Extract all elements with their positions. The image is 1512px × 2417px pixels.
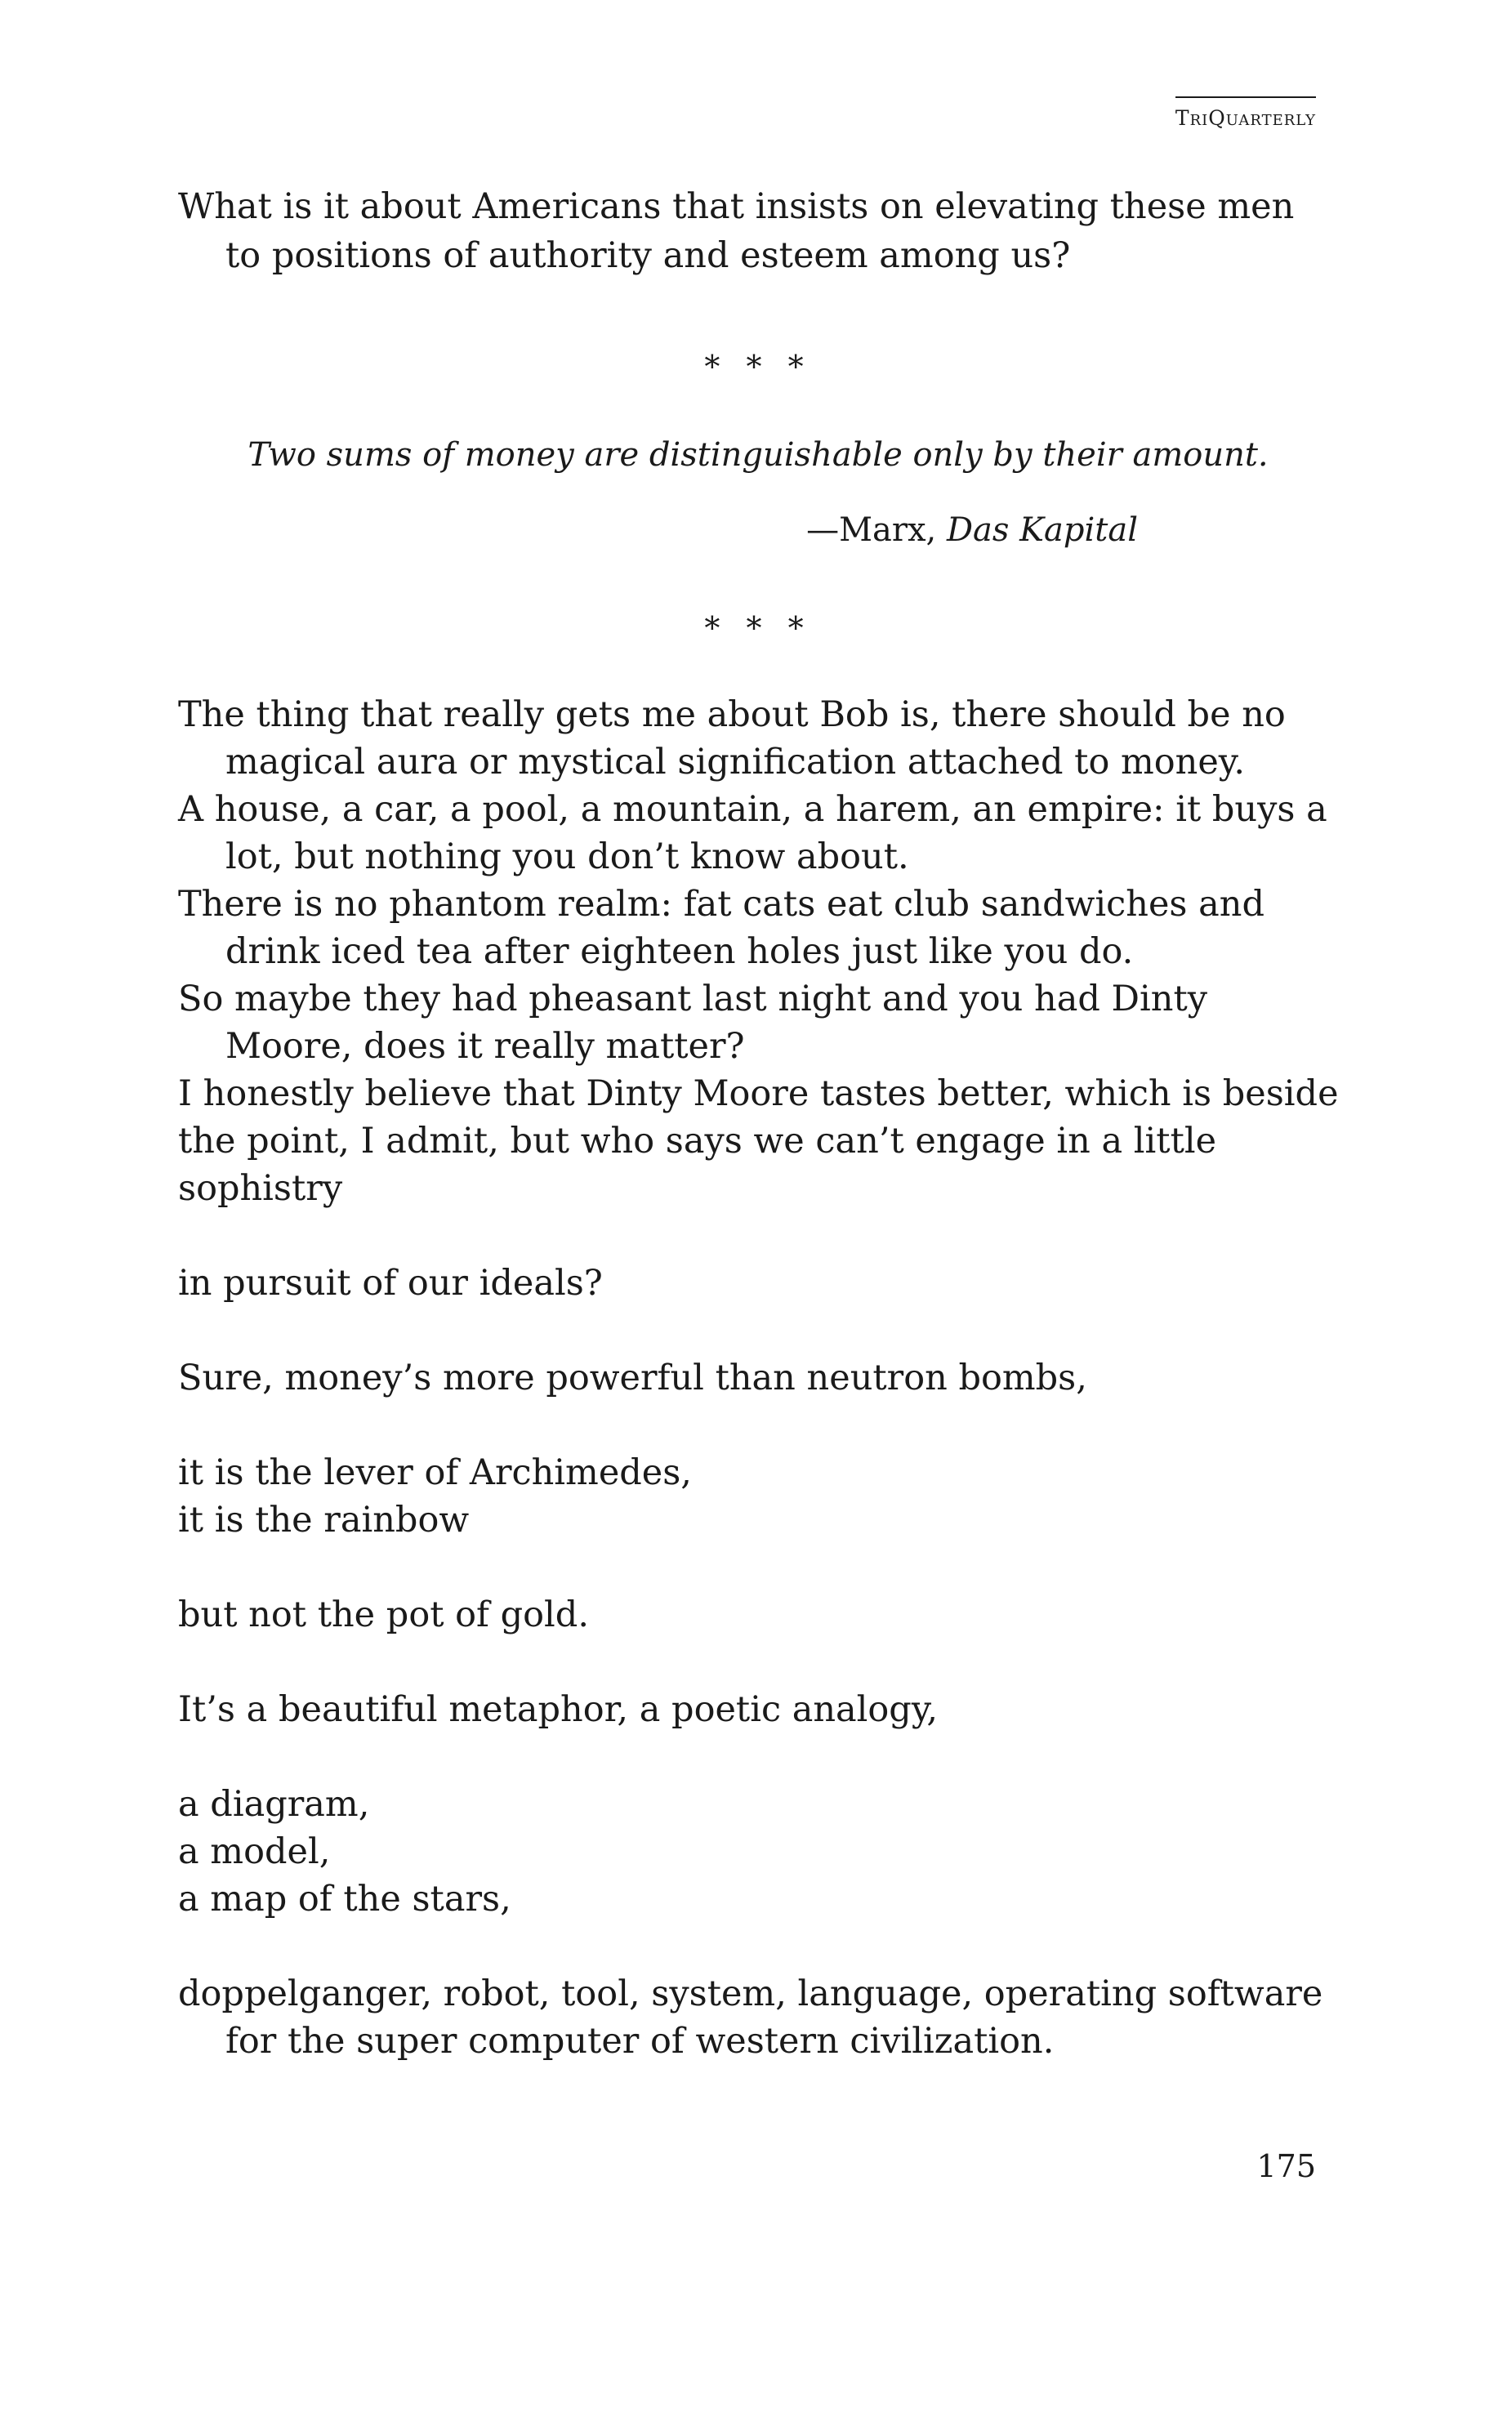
poem-line: drink iced tea after eighteen holes just like you do.: [225, 931, 1134, 972]
poem-line: doppelganger, robot, tool, system, language, operating software: [178, 1973, 1323, 2014]
poem-line: It’s a beautiful metaphor, a poetic analogy,: [178, 1689, 939, 1730]
section-separator: * * *: [704, 610, 812, 646]
poem-line: I honestly believe that Dinty Moore tastes better, which is beside: [178, 1073, 1339, 1114]
attribution-work: Das Kapital: [946, 511, 1138, 549]
poem-line: it is the lever of Archimedes,: [178, 1452, 692, 1493]
poem-line: to positions of authority and esteem among us?: [225, 235, 1071, 276]
poem-line: the point, I admit, but who says we can’t engage in a little: [178, 1121, 1217, 1162]
poem-line: but not the pot of gold.: [178, 1594, 589, 1635]
page-number: 175: [1256, 2148, 1316, 2184]
poem-line: it is the rainbow: [178, 1500, 470, 1541]
poem-line: a map of the stars,: [178, 1879, 511, 1920]
epigraph-attribution: [178, 506, 1138, 554]
epigraph-quote: Two sums of money are distinguishable only by their amount.: [248, 436, 1269, 474]
poem-line: in pursuit of our ideals?: [178, 1263, 603, 1304]
poem-line: lot, but nothing you don’t know about.: [225, 836, 909, 877]
poem-line: There is no phantom realm: fat cats eat club sandwiches and: [178, 884, 1264, 925]
poem-line: Moore, does it really matter?: [225, 1026, 745, 1067]
poem-line: Sure, money’s more powerful than neutron bombs,: [178, 1358, 1087, 1398]
poem-line: The thing that really gets me about Bob is, there should be no: [178, 694, 1286, 735]
poem-line: What is it about Americans that insists on elevating these men: [178, 186, 1295, 227]
attribution-prefix: —Marx,: [806, 511, 947, 549]
poem-line: So maybe they had pheasant last night and you had Dinty: [178, 979, 1208, 1019]
poem-line: for the super computer of western civilization.: [225, 2021, 1055, 2062]
poem-line: sophistry: [178, 1168, 343, 1209]
poem-line: a diagram,: [178, 1784, 370, 1825]
poem-line: a model,: [178, 1831, 331, 1872]
poem-line: magical aura or mystical signification attached to money.: [225, 742, 1246, 783]
section-separator: * * *: [704, 349, 812, 385]
running-head: TriQuarterly: [1175, 96, 1316, 130]
poem-line: A house, a car, a pool, a mountain, a harem, an empire: it buys a: [178, 789, 1327, 830]
